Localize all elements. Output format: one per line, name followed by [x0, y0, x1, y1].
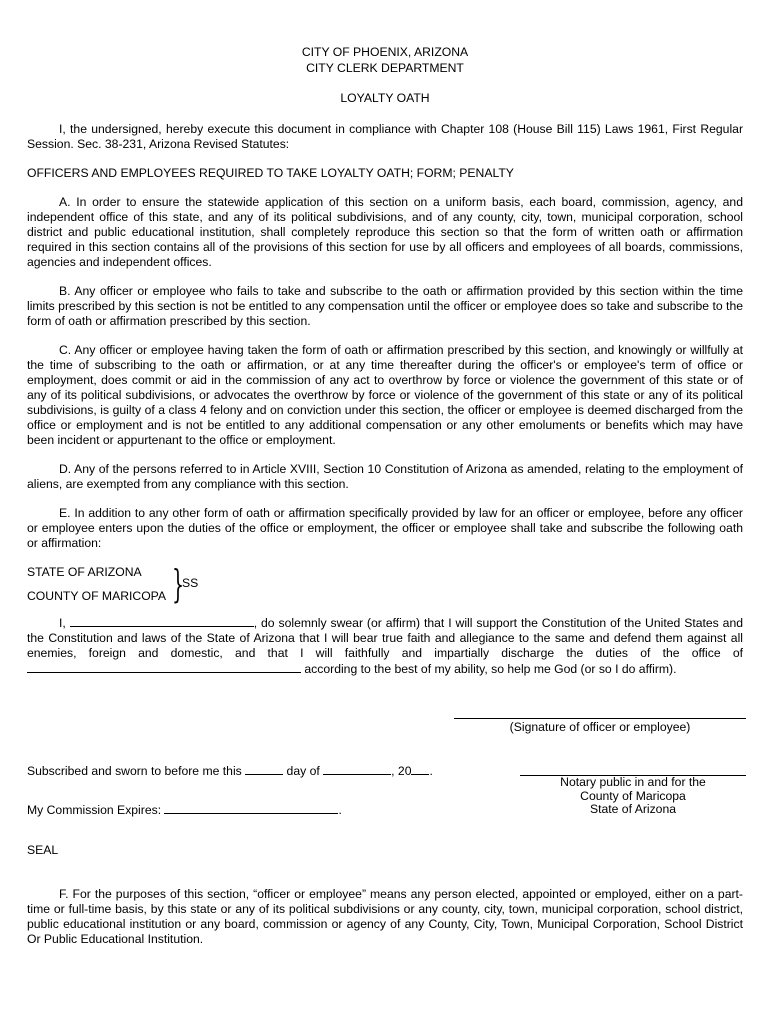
venue-ss: SS: [182, 576, 199, 590]
document-header: [0, 44, 770, 106]
oath-text-2: according to the best of my ability, so help me God (or so I do affirm).: [304, 662, 677, 676]
section-heading: OFFICERS AND EMPLOYEES REQUIRED TO TAKE LOYALTY OATH; FORM; PENALTY: [27, 166, 514, 180]
paragraph-d: D. Any of the persons referred to in Article XVIII, Section 10 Constitution of Arizona as amended, relating to the employment of aliens, are exempted from any compliance with this section.: [27, 462, 743, 491]
header-city: CITY OF PHOENIX, ARIZONA: [301, 45, 469, 59]
paragraph-e: E. In addition to any other form of oath or affirmation specifically provided by law for an officer or employee, before any officer or employee enters upon the duties of the office or employment, the officer or employee shall take and subscribe the following oath or affirmation:: [27, 506, 743, 550]
document-title: LOYALTY OATH: [340, 91, 430, 105]
venue-block: [27, 562, 743, 609]
paragraph-c: C. Any officer or employee having taken the form of oath or affirmation prescribed by this section, and knowingly or willfully at the time of subscribing to the oath or affirmation, or at any time thereafter during the officer's or employee's term of office or employment, does commit or aid in the commission of any act to overthrow by force or violence the government of this state or of any of its political subdivisions, or advocates the overthrow by force or violence of the government of this state or any of its political subdivisions, is guilty of a class 4 felony and on conviction under this section, the officer or employee is deemed discharged from the office or employment and is not be entitled to any additional compensation or any other emoluments or benefits which may have been incident or appurtenant to the office or employment.: [27, 343, 743, 447]
paragraph-a: A. In order to ensure the statewide application of this section on a uniform basis, each board, commission, agency, and independent office of this state, and any of its political subdivisions, and of any county, city, town, municipal corporation, school district and public educational institution, shall completely reproduce this section so that the form of written oath or affirmation required in this section contains all of the provisions of this section for use by all officers and employees of all boards, commissions, agencies and independent offices.: [27, 195, 743, 269]
notary-block: [520, 776, 746, 817]
commission-end: .: [338, 803, 342, 817]
oath-paragraph: [27, 615, 743, 677]
notary-line-2: County of Maricopa: [580, 788, 686, 803]
commission-line: [27, 802, 427, 817]
month-blank[interactable]: [323, 763, 391, 775]
signature-line[interactable]: [454, 718, 746, 719]
subscribed-text-2: day of: [286, 764, 320, 778]
oath-text-1: , do solemnly swear (or affirm) that I will support the Constitution of the United States and the Constitution and laws of the State of Arizona that I will bear true faith and allegiance to the same and defend them against all enemies, foreign and domestic, and that I will faithfully and impartially discharge the duties of the office of: [27, 616, 743, 660]
intro-paragraph: I, the undersigned, hereby execute this document in compliance with Chapter 108 (House Bill 115) Laws 1961, First Regular Session. Sec. 38-231, Arizona Revised Statutes:: [27, 122, 743, 151]
year-blank[interactable]: [411, 763, 429, 775]
document-body: [27, 122, 743, 677]
subscribed-text-1: Subscribed and sworn to before me this: [27, 764, 242, 778]
subscribed-line: [27, 763, 467, 778]
paragraph-f: F. For the purposes of this section, “officer or employee” means any person elected, appointed or employed, either on a part-time or full-time basis, by this state or any of its political subdivisions or any county, city, town, municipal corporation, school district, public educational institution or any board, commission or agency of any County, City, Town, Municipal Corporation, School District Or Public Educational Institution.: [27, 887, 743, 946]
seal-label: SEAL: [27, 843, 59, 857]
header-department: CITY CLERK DEPARTMENT: [306, 61, 464, 75]
paragraph-f-container: [27, 887, 743, 947]
venue-county: COUNTY OF MARICOPA: [27, 589, 167, 603]
office-blank[interactable]: [27, 661, 301, 673]
venue-state: STATE OF ARIZONA: [27, 565, 142, 579]
subscribed-text-3: , 20: [391, 764, 412, 778]
signature-caption: (Signature of officer or employee): [509, 720, 691, 734]
paragraph-b: B. Any officer or employee who fails to take and subscribe to the oath or affirmation provided by this section within the time limits prescribed by this section is not be entitled to any compensation until the officer or employee does so take and subscribe to the form of oath or affirmation prescribed by this section.: [27, 284, 743, 328]
day-blank[interactable]: [245, 763, 283, 775]
name-blank[interactable]: [70, 615, 254, 627]
commission-blank[interactable]: [164, 802, 338, 814]
subscribed-text-4: .: [429, 764, 433, 778]
notary-line-3: State of Arizona: [589, 802, 677, 816]
brace-symbol: }: [172, 562, 185, 606]
commission-label: My Commission Expires:: [27, 803, 162, 817]
oath-prefix: I,: [59, 616, 66, 630]
notary-line-1: Notary public in and for the: [560, 775, 706, 789]
